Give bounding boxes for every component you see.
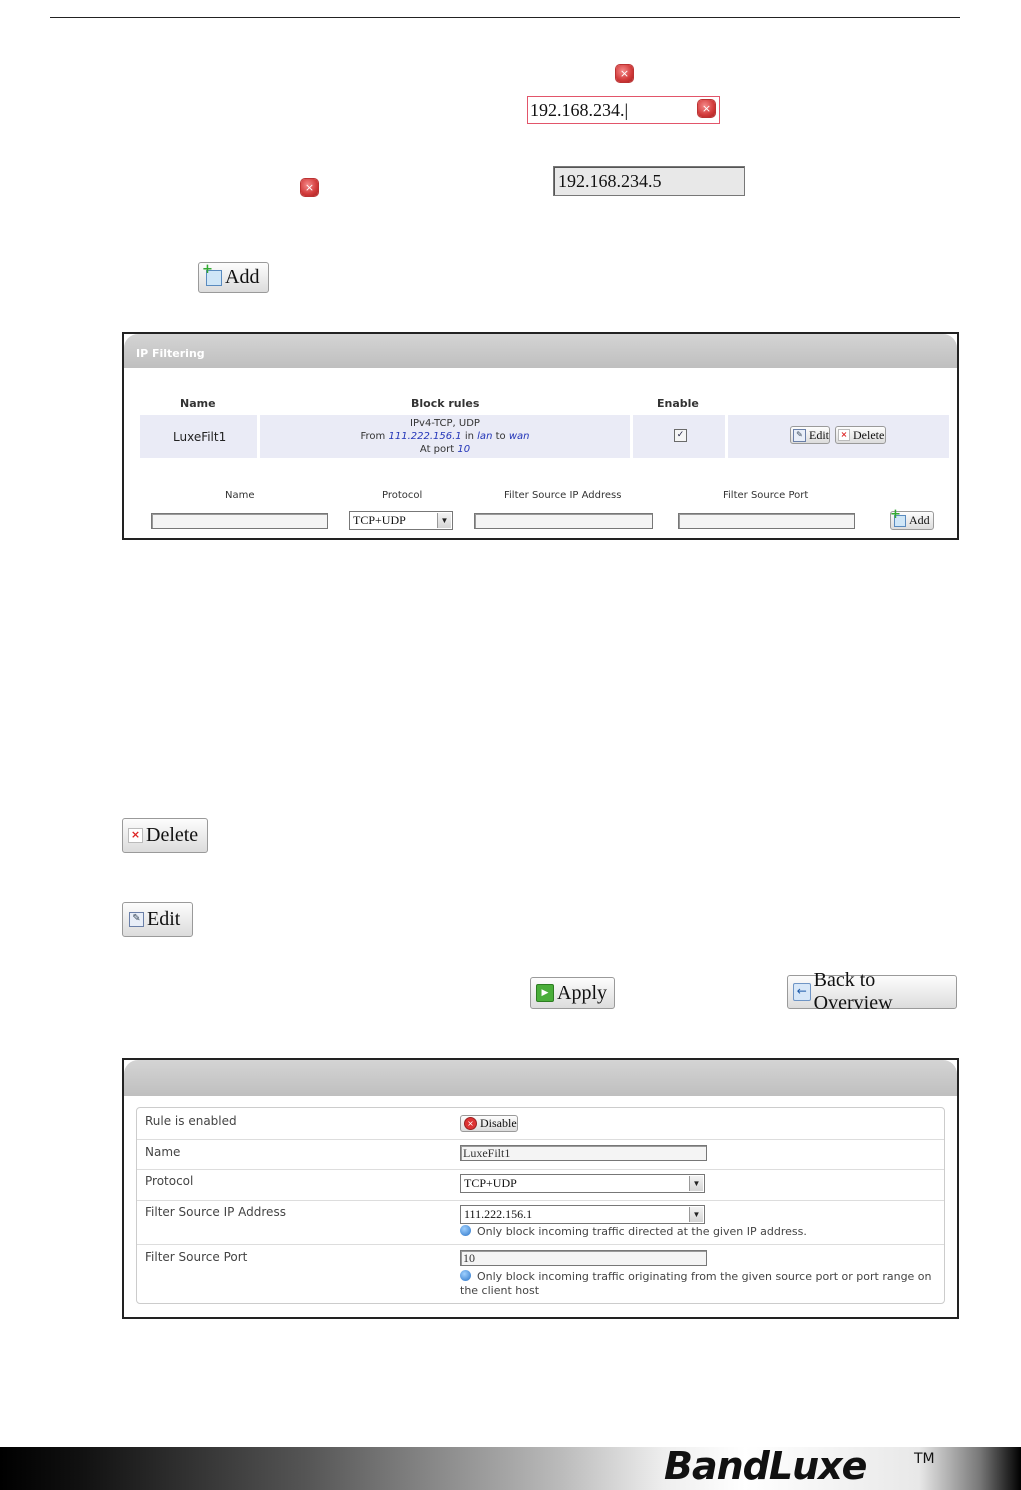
protocol-value: TCP+UDP	[464, 1176, 517, 1190]
error-icon: ×	[301, 179, 318, 196]
from-ip: 111.222.156.1	[388, 431, 462, 442]
new-ip-header: Filter Source IP Address	[504, 490, 622, 501]
new-rule-add-button[interactable]	[890, 511, 934, 530]
rule-name: LuxeFilt1	[173, 430, 227, 444]
panel-header-bar	[124, 1060, 957, 1096]
dropdown-arrow-icon: ▼	[437, 513, 451, 528]
row-divider	[137, 1169, 944, 1170]
error-icon: ×	[616, 65, 633, 82]
rule-source-line	[260, 430, 630, 443]
rule-actions-cell	[728, 415, 949, 458]
rule-port-line	[260, 443, 630, 456]
rule-delete-button[interactable]	[835, 426, 886, 444]
rule-delete-label: Delete	[853, 427, 885, 442]
new-protocol-header: Protocol	[382, 490, 423, 501]
back-icon: ←	[793, 983, 811, 1001]
edit-icon: ✎	[129, 912, 144, 927]
edit-button[interactable]	[122, 902, 193, 937]
edit-rule-panel	[122, 1058, 959, 1319]
invalid-ip-field[interactable]: 192.168.234. |	[527, 96, 720, 124]
new-port-header: Filter Source Port	[723, 490, 809, 501]
back-button-label: Back to Overview	[813, 969, 893, 1014]
port-input[interactable]: 10	[460, 1250, 707, 1266]
edit-button-label: Edit	[147, 908, 181, 930]
rule-name-cell	[140, 415, 257, 458]
new-rule-add-label: Add	[909, 513, 930, 527]
rule-edit-button[interactable]	[790, 426, 830, 444]
rule-description-cell	[260, 415, 630, 458]
ip-value: 111.222.156.1	[464, 1207, 533, 1221]
protocol-label: Protocol	[145, 1174, 194, 1188]
delete-button-label: Delete	[146, 824, 199, 846]
rule-protocol-line: IPv4-TCP, UDP	[410, 418, 480, 429]
protocol-select[interactable]	[460, 1174, 705, 1193]
row-divider	[137, 1244, 944, 1245]
delete-icon: ×	[128, 828, 143, 843]
add-icon	[206, 270, 222, 286]
new-port-input[interactable]	[678, 513, 855, 529]
add-button[interactable]	[198, 262, 269, 293]
info-icon	[460, 1225, 471, 1236]
bandluxe-logo: BandLuxe	[664, 1444, 867, 1488]
in-label: in	[464, 431, 474, 442]
port-label: Filter Source Port	[145, 1250, 248, 1264]
edit-icon: ✎	[793, 429, 806, 442]
in-zone: lan	[477, 431, 493, 442]
ip-hint-text: Only block incoming traffic directed at the given IP address.	[477, 1225, 807, 1238]
port-hint-line-2: the client host	[460, 1284, 540, 1297]
ip-filtering-panel	[122, 332, 959, 540]
valid-ip-field[interactable]	[553, 166, 745, 196]
to-label: to	[495, 431, 506, 442]
port-value: 10	[457, 444, 471, 455]
new-protocol-select[interactable]	[349, 511, 453, 530]
ip-label: Filter Source IP Address	[145, 1205, 286, 1219]
delete-icon: ×	[838, 429, 850, 441]
ip-hint	[460, 1225, 807, 1238]
add-button-label: Add	[225, 266, 260, 288]
trademark-symbol: TM	[914, 1451, 935, 1467]
rule-edit-label: Edit	[809, 427, 829, 442]
column-header-enable: Enable	[657, 397, 699, 410]
rule-enable-cell	[633, 415, 725, 458]
new-protocol-value: TCP+UDP	[353, 513, 406, 527]
footer-bar	[0, 1447, 1021, 1490]
apply-button[interactable]	[530, 977, 615, 1009]
row-divider	[137, 1200, 944, 1201]
to-zone: wan	[508, 431, 530, 442]
header-rule	[50, 17, 960, 18]
valid-ip-value: 192.168.234.5	[558, 170, 662, 191]
name-label: Name	[145, 1145, 181, 1159]
apply-button-label: Apply	[557, 981, 607, 1004]
add-icon	[894, 515, 906, 527]
at-port-label: At port	[419, 444, 455, 455]
error-icon: ×	[698, 100, 715, 117]
port-hint	[460, 1270, 932, 1298]
ip-select[interactable]	[460, 1205, 705, 1224]
invalid-ip-value: 192.168.234.	[530, 99, 625, 120]
delete-button[interactable]	[122, 818, 208, 853]
panel-title: IP Filtering	[124, 334, 957, 368]
new-name-header: Name	[225, 490, 255, 501]
disable-label: Disable	[480, 1116, 517, 1130]
disable-icon: ×	[464, 1117, 477, 1130]
new-name-input[interactable]	[151, 513, 328, 529]
edit-rule-form	[136, 1107, 945, 1304]
dropdown-arrow-icon: ▼	[689, 1207, 703, 1222]
info-icon	[460, 1270, 471, 1281]
from-label: From	[360, 431, 386, 442]
column-header-block-rules: Block rules	[411, 397, 480, 410]
rule-enabled-label: Rule is enabled	[145, 1114, 237, 1128]
name-input[interactable]: LuxeFilt1	[460, 1145, 707, 1161]
row-divider	[137, 1139, 944, 1140]
port-hint-line-1: Only block incoming traffic originating from the given source port or port range on	[477, 1270, 932, 1283]
apply-icon: ▶	[536, 984, 554, 1002]
back-to-overview-button[interactable]	[787, 969, 957, 1014]
disable-button[interactable]	[460, 1115, 518, 1132]
dropdown-arrow-icon: ▼	[689, 1176, 703, 1191]
new-ip-input[interactable]	[474, 513, 653, 529]
column-header-name: Name	[180, 397, 216, 410]
rule-enable-checkbox[interactable]: ✓	[674, 429, 687, 442]
